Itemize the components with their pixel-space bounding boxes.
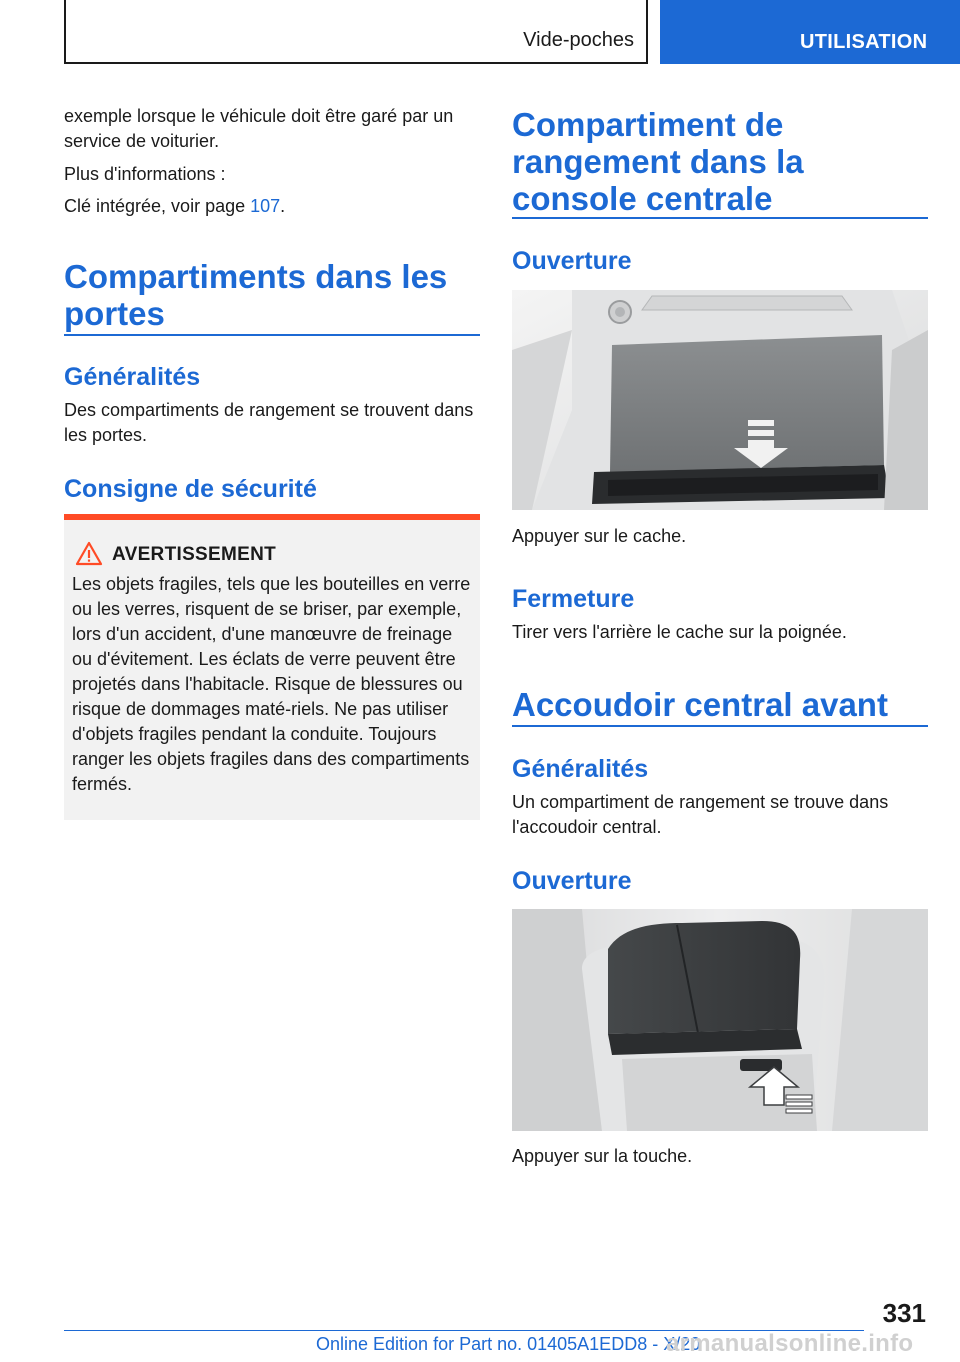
heading-general-left: Généralités <box>64 363 201 391</box>
general-text-left: Des compartiments de rangement se trouvent dans les portes. <box>64 400 474 445</box>
warning-triangle-icon <box>74 540 104 568</box>
header-chapter-title: UTILISATION <box>800 31 928 53</box>
heading-open-console: Ouverture <box>512 247 632 275</box>
warning-title: AVERTISSEMENT <box>112 544 277 565</box>
heading-close: Fermeture <box>512 585 635 613</box>
armrest-text: Un compartiment de rangement se trouve dans l'accoudoir central. <box>512 792 889 837</box>
warning-text: Les objets fragiles, tels que les bouteilles en verre ou les verres, risquent de se briser, par exemple, lors d'un accident, d'une manœuvre de freinage ou d'évitement. Les éclats de verre peuvent être projetés dans l'habitacle. Risque de blessures ou risque de dommages maté-riels. Ne pas utiliser d'objets fragiles pendant la conduite. Toujours ranger les objets fragiles dans des compartiments fermés. <box>72 574 471 794</box>
header-section-title: Vide-poches <box>523 29 634 51</box>
caption-press-button: Appuyer sur la touche. <box>512 1146 693 1166</box>
caption-press-cover: Appuyer sur le cache. <box>512 526 687 546</box>
reference-end: . <box>280 196 286 216</box>
header-chapter-tab[interactable] <box>660 0 960 64</box>
heading-rule <box>64 334 480 336</box>
heading-console-compartment: Compartiment de rangement dans la console centrale <box>512 106 804 217</box>
armrest-image <box>512 909 928 1131</box>
intro-paragraph: exemple lorsque le véhicule doit être garé par un service de voiturier. <box>64 106 454 151</box>
heading-rule-console <box>512 217 928 219</box>
warning-bar <box>64 514 480 520</box>
reference-line <box>64 194 480 219</box>
more-info-text: Plus d'informations : <box>64 164 226 184</box>
heading-open-armrest: Ouverture <box>512 867 632 895</box>
console-compartment-image <box>512 290 928 510</box>
heading-rule-armrest <box>512 725 928 727</box>
reference-page-link[interactable]: 107 <box>250 196 281 216</box>
watermark: armanualsonline.info <box>666 1330 914 1357</box>
heading-general-right: Généralités <box>512 755 649 783</box>
close-text: Tirer vers l'arrière le cache sur la poignée. <box>512 622 847 642</box>
heading-front-armrest: Accoudoir central avant <box>512 686 888 723</box>
heading-safety: Consigne de sécurité <box>64 475 317 503</box>
footer-edition: Online Edition for Part no. 01405A1EDD8 - X/20 <box>316 1334 701 1354</box>
heading-door-compartments: Compartiments dans les portes <box>64 258 448 332</box>
warning-box <box>64 514 480 820</box>
page-number: 331 <box>882 1298 926 1328</box>
reference-text: Clé intégrée, voir page <box>64 196 251 216</box>
header-section-box <box>64 0 648 64</box>
